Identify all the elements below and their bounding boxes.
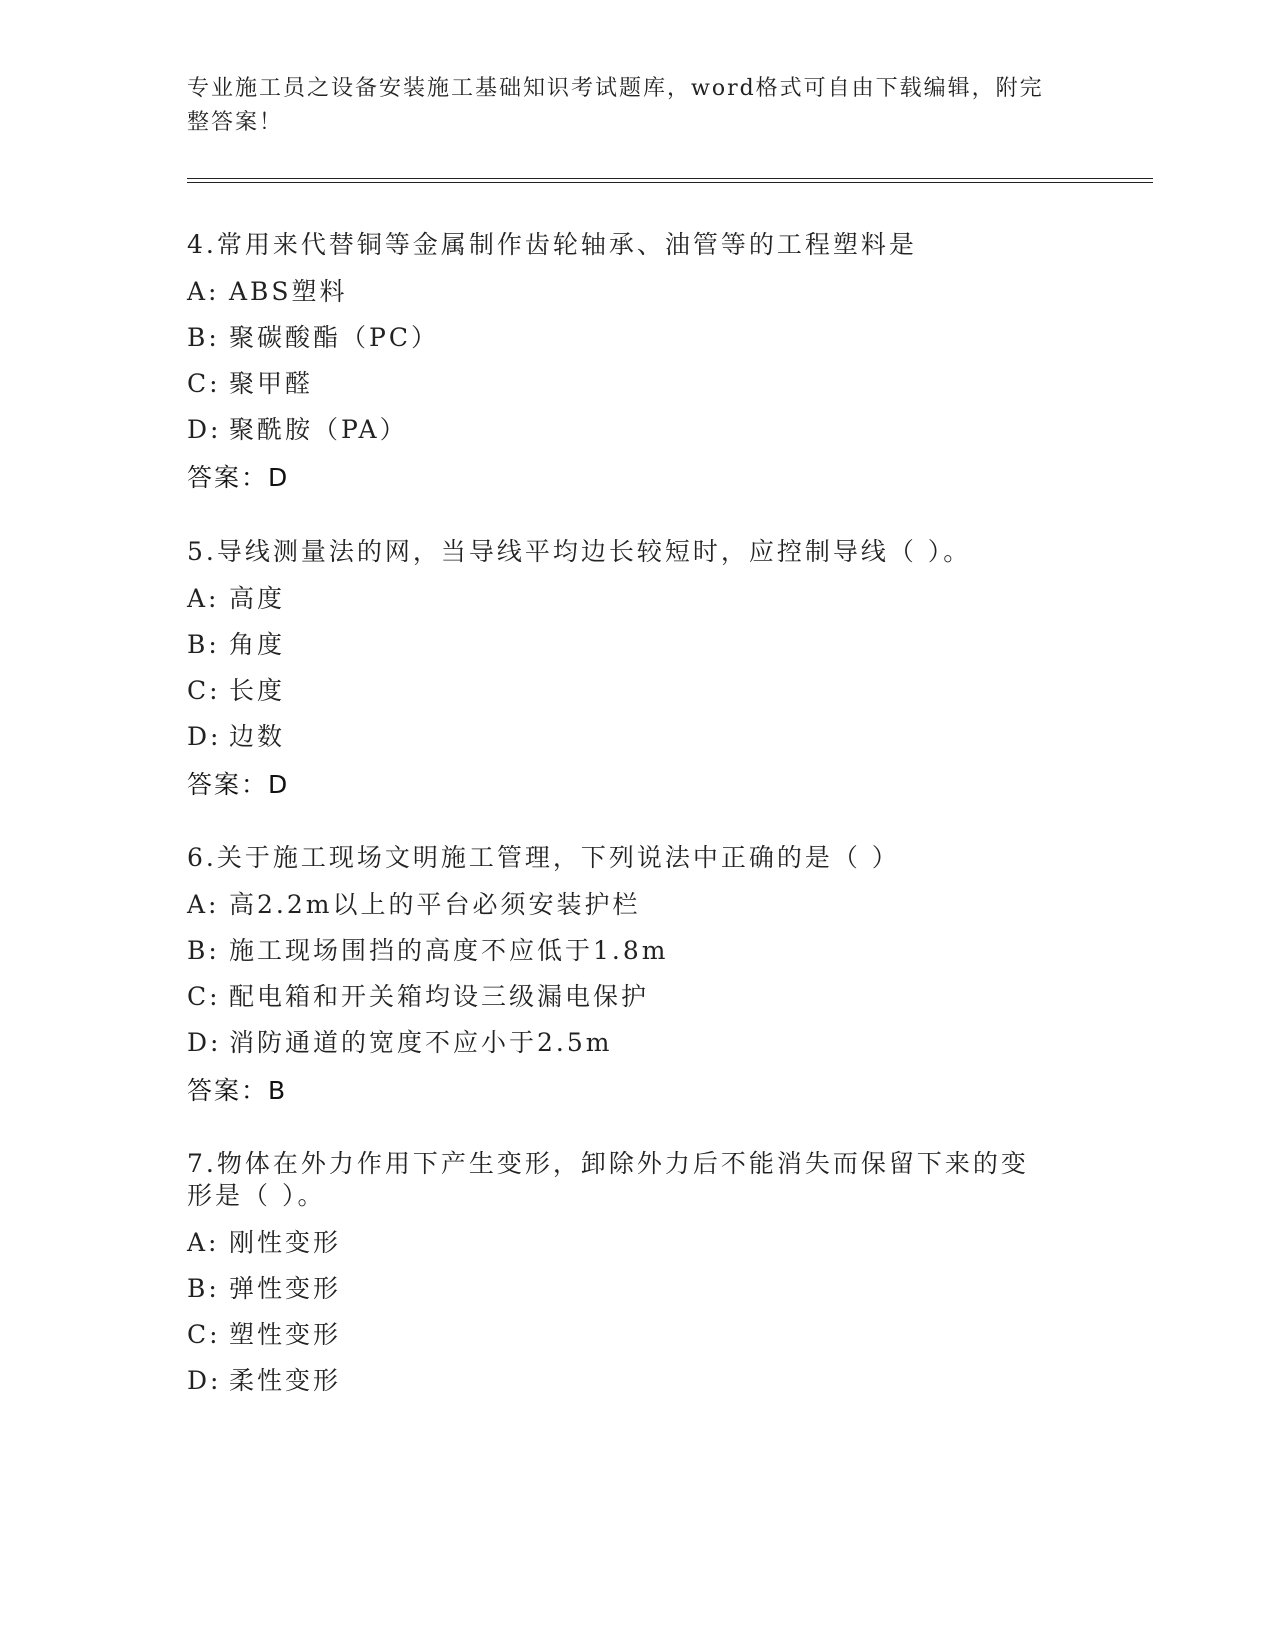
option-letter: A: [187,277,220,306]
option-b [187,928,1087,974]
option-b [187,1266,1087,1312]
option-letter: B: [187,630,220,659]
answer-line: 答案：B [187,1076,288,1105]
option-a [187,882,1087,928]
answer-line: 答案：D [187,770,290,799]
option-d [187,1358,1087,1404]
question-stem: 5.导线测量法的网，当导线平均边长较短时，应控制导线（ ）。 [187,537,972,566]
option-text: 角度 [229,630,286,659]
option-text: 高度 [229,584,286,613]
option-letter: C: [187,1320,221,1349]
option-c [187,668,1087,714]
option-d [187,1020,1087,1066]
answer-line: 答案：D [187,463,290,492]
option-letter: C: [187,982,221,1011]
option-d [187,714,1087,760]
question-stem: 4.常用来代替铜等金属制作齿轮轴承、油管等的工程塑料是 [187,230,917,259]
option-a [187,1220,1087,1266]
option-a [187,576,1087,622]
option-letter: D: [187,415,222,444]
option-text: 聚酰胺（PA） [229,415,408,444]
option-b [187,315,1087,361]
option-b [187,622,1087,668]
option-letter: A: [187,1228,220,1257]
question-4 [187,229,1087,499]
header-divider [187,178,1153,183]
option-c [187,1312,1087,1358]
option-text: 弹性变形 [229,1274,342,1303]
option-text: 边数 [229,722,286,751]
option-letter: D: [187,722,222,751]
option-text: 施工现场围挡的高度不应低于1.8m [229,936,669,965]
option-letter: B: [187,1274,220,1303]
question-stem: 7.物体在外力作用下产生变形，卸除外力后不能消失而保留下来的变形是（ ）。 [187,1149,1029,1210]
question-5 [187,536,1087,806]
option-d [187,407,1087,453]
question-7 [187,1148,1087,1404]
option-letter: D: [187,1028,222,1057]
option-letter: D: [187,1366,222,1395]
option-text: 塑性变形 [229,1320,342,1349]
option-letter: C: [187,369,221,398]
option-letter: B: [187,936,220,965]
option-text: 柔性变形 [229,1366,342,1395]
option-c [187,974,1087,1020]
option-letter: C: [187,676,221,705]
option-text: 长度 [229,676,286,705]
option-letter: A: [187,584,220,613]
option-text: ABS塑料 [229,277,348,306]
option-text: 消防通道的宽度不应小于2.5m [229,1028,613,1057]
document-header: 专业施工员之设备安装施工基础知识考试题库，word格式可自由下载编辑，附完整答案！ [187,76,1044,135]
option-text: 聚碳酸酯（PC） [229,323,439,352]
option-letter: A: [187,890,220,919]
option-c [187,361,1087,407]
question-6 [187,842,1087,1112]
option-text: 聚甲醛 [229,369,314,398]
option-text: 刚性变形 [229,1228,342,1257]
question-stem: 6.关于施工现场文明施工管理，下列说法中正确的是（ ） [187,843,900,872]
option-a [187,269,1087,315]
option-text: 高2.2m以上的平台必须安装护栏 [229,890,641,919]
option-letter: B: [187,323,220,352]
option-text: 配电箱和开关箱均设三级漏电保护 [229,982,650,1011]
